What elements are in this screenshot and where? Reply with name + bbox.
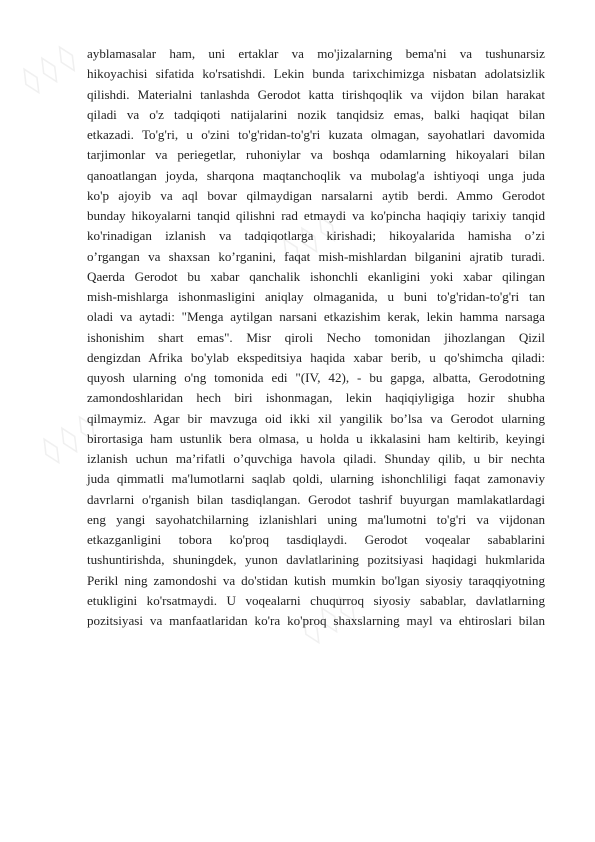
text-line: Perikl ning zamondoshi va do'stidan kutish mumkin bo'lgan siyosiy taraqqiyotning [87,572,545,588]
text-line: zamondoshlaridan hech biri ishonmagan, lekin haqiqiyligiga hozir shubha [87,390,545,406]
text-line: birortasiga ham ustunlik bera olmasa, u holda u ikkalasini ham keltirib, keyingi [87,430,545,446]
text-line: etukligini ko'rsatmaydi. U voqealarni chuqurroq siyosiy sabablar, davlatlarning [87,592,545,608]
text-line: davrlarni o'rganish bilan tasdiqlangan. Gerodot tashrif buyurgan mamlakatlardagi [87,491,545,507]
text-line: oladi va aytadi: "Menga aytilgan narsani etkazishim kerak, lekin hamma narsaga [87,309,545,325]
text-line: qilmaymiz. Agar bir mavzuga oid ikki xil yangilik bo’lsa va Gerodot ularning [87,410,545,426]
text-line: bunday hikoyalarni tanqid qilishni rad etmaydi va ko'pincha haqiqiy tarixiy tanqid [87,208,545,223]
body-paragraph [87,44,545,631]
text-line: qiladi va o'z tadqiqoti natijalarini nozik tanqidsiz emas, balki haqiqat bilan [87,106,545,122]
text-line: ko'p ajoyib va aql bovar qilmaydigan narsalarni aytib berdi. Ammo Gerodot [87,187,545,203]
background-watermark: ◊◊◊ [15,36,88,99]
text-line: dengizdan Afrika bo'ylab ekspeditsiya haqida xabar berib, u qo'shimcha qiladi: [87,349,545,365]
text-line: etkazadi. To'g'ri, u o'zini to'g'ridan-to'g'ri kuzata olmagan, sayohatlari davomida [87,127,545,142]
text-line: etkazganligini tobora ko'proq tasdiqlaydi. Gerodot voqealar sabablarini [87,532,545,547]
text-line: quyosh ularning o'ng tomonida edi "(IV, 42), - bu gapga, albatta, Gerodotning [87,370,545,385]
text-line: o’rgangan va shaxsan ko’rganini, faqat mish-mishlardan bilganini ajratib turadi. [87,248,545,264]
text-line: ishonishim shart emas". Misr qiroli Necho tomonidan jihozlangan Qizil [87,329,545,345]
text-line: hikoyachisi sifatida ko'rsatishdi. Lekin bunda tarixchimizga nisbatan adolatsizlik [87,66,545,82]
text-line: eng yangi sayohatchilarning izlanishlari uning ma'lumotni to'g'ri va vijdonan [87,511,545,527]
text-line: qanoatlangan joyda, sharqona maqtanchoqlik va mubolag'a ishtiyoqi unga juda [87,167,545,183]
background-watermark: ◊◊◊ [35,406,108,469]
text-line: Qaerda Gerodot bu xabar qanchalik ishonchli ekanligini yoki xabar qilingan [87,268,545,284]
text-line: tarjimonlar va periegetlar, ruhoniylar va boshqa odamlarning hikoyalari bilan [87,147,545,163]
text-line: mish-mishlarga ishonmasligini aniqlay olmaganida, u buni to'g'ridan-to'g'ri tan [87,289,545,304]
text-line: pozitsiyasi va manfaatlaridan ko'ra ko'proq shaxslarning mayl va ehtiroslari bilan [87,613,545,628]
text-line: ko'rinadigan izlanish va tadqiqotlarga kirishadi; hikoyalarida hamisha o’zi [87,228,545,244]
background-watermark: ◊◊◊ [295,586,368,649]
text-line: qilishdi. Materialni tanlashda Gerodot katta tirishqoqlik va vijdon bilan harakat [87,86,545,102]
background-watermark: ◊◊◊ [275,206,348,269]
text-line: ayblamasalar ham, uni ertaklar va mo'jizalarning bema'ni va tushunarsiz [87,46,545,61]
text-line: juda qimmatli ma'lumotlarni saqlab qoldi, ularning ishonchliligi faqat zamonaviy [87,471,545,487]
text-line: tushuntirishda, shuningdek, yunon davlatlarining pozitsiyasi haqidagi hukmlarida [87,552,545,568]
text-line: izlanish uchun ma’rifatli o’quvchiga havola qiladi. Shunday qilib, u bir nechta [87,451,545,466]
